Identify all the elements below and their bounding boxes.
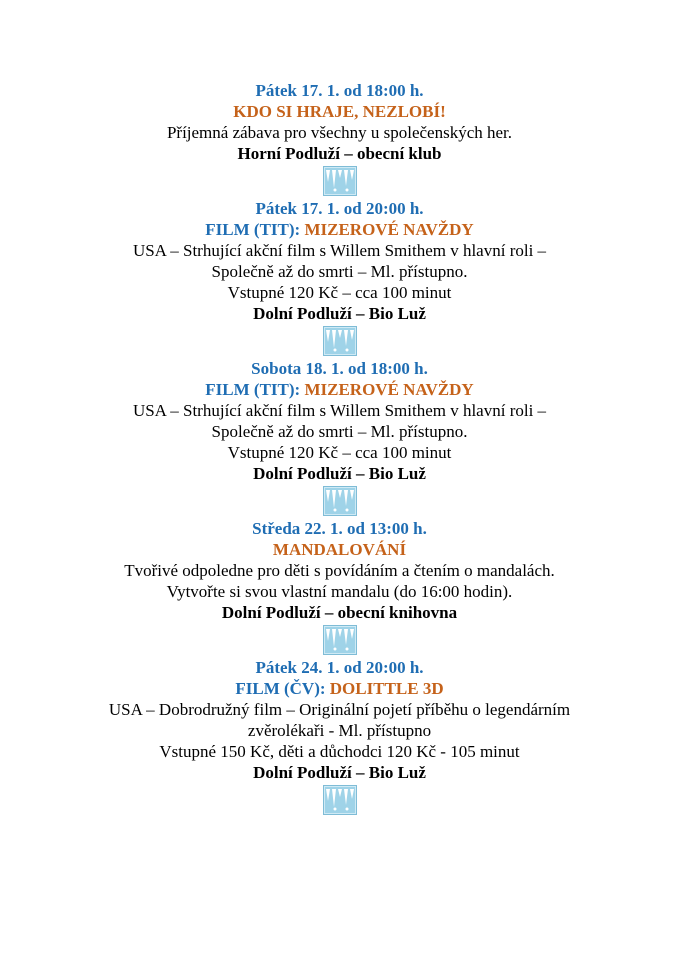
- event-date: Sobota 18. 1. od 18:00 h.: [251, 359, 428, 378]
- event-list: [0, 80, 679, 817]
- event-description: USA – Strhující akční film s Willem Smithem v hlavní roli –: [132, 401, 547, 420]
- event-title: [0, 219, 679, 240]
- event-item: [0, 657, 679, 783]
- event-item: [0, 358, 679, 484]
- event-date: Středa 22. 1. od 13:00 h.: [252, 519, 427, 538]
- event-title-main: DOLITTLE 3D: [329, 679, 444, 698]
- event-date: Pátek 24. 1. od 20:00 h.: [255, 658, 424, 677]
- event-description: Společně až do smrti – Ml. přístupno.: [211, 262, 468, 281]
- event-description: USA – Dobrodružný film – Originální pojetí příběhu o legendárním: [108, 700, 571, 719]
- event-description: Vytvořte si svou vlastní mandalu (do 16:00 hodin).: [166, 582, 513, 601]
- event-description: Společně až do smrti – Ml. přístupno.: [211, 422, 468, 441]
- event-description: Vstupné 120 Kč – cca 100 minut: [227, 283, 452, 302]
- event-date: Pátek 17. 1. od 18:00 h.: [255, 81, 424, 100]
- event-description: zvěrolékaři - Ml. přístupno: [247, 721, 432, 740]
- event-place: Dolní Podluží – obecní knihovna: [221, 603, 458, 622]
- winter-icicle-icon: [323, 166, 357, 196]
- event-title: [0, 379, 679, 400]
- winter-icicle-icon: [323, 625, 357, 655]
- event-title-main: MIZEROVÉ NAVŽDY: [304, 220, 474, 239]
- event-title-prefix: FILM (TIT):: [205, 220, 305, 239]
- event-place: Horní Podluží – obecní klub: [237, 144, 442, 163]
- winter-icicle-icon: [323, 486, 357, 516]
- event-title-main: MANDALOVÁNÍ: [272, 540, 407, 559]
- event-title-main: KDO SI HRAJE, NEZLOBÍ!: [233, 102, 446, 121]
- event-item: [0, 518, 679, 623]
- event-description: Příjemná zábava pro všechny u společenských her.: [166, 123, 513, 142]
- event-title: [0, 539, 679, 560]
- event-title-prefix: FILM (TIT):: [205, 380, 305, 399]
- event-description: Tvořivé odpoledne pro děti s povídáním a čtením o mandalách.: [124, 561, 555, 580]
- event-title-prefix: FILM (ČV):: [235, 679, 330, 698]
- event-title: [0, 101, 679, 122]
- event-description: USA – Strhující akční film s Willem Smithem v hlavní roli –: [132, 241, 547, 260]
- winter-icicle-icon: [323, 326, 357, 356]
- event-title-main: MIZEROVÉ NAVŽDY: [304, 380, 474, 399]
- event-description: Vstupné 150 Kč, děti a důchodci 120 Kč - 105 minut: [159, 742, 520, 761]
- event-place: Dolní Podluží – Bio Luž: [253, 304, 426, 323]
- event-date: Pátek 17. 1. od 20:00 h.: [255, 199, 424, 218]
- event-place: Dolní Podluží – Bio Luž: [253, 763, 426, 782]
- event-place: Dolní Podluží – Bio Luž: [253, 464, 426, 483]
- event-item: [0, 80, 679, 164]
- event-description: Vstupné 120 Kč – cca 100 minut: [227, 443, 452, 462]
- event-item: [0, 198, 679, 324]
- event-title: [0, 678, 679, 699]
- winter-icicle-icon: [323, 785, 357, 815]
